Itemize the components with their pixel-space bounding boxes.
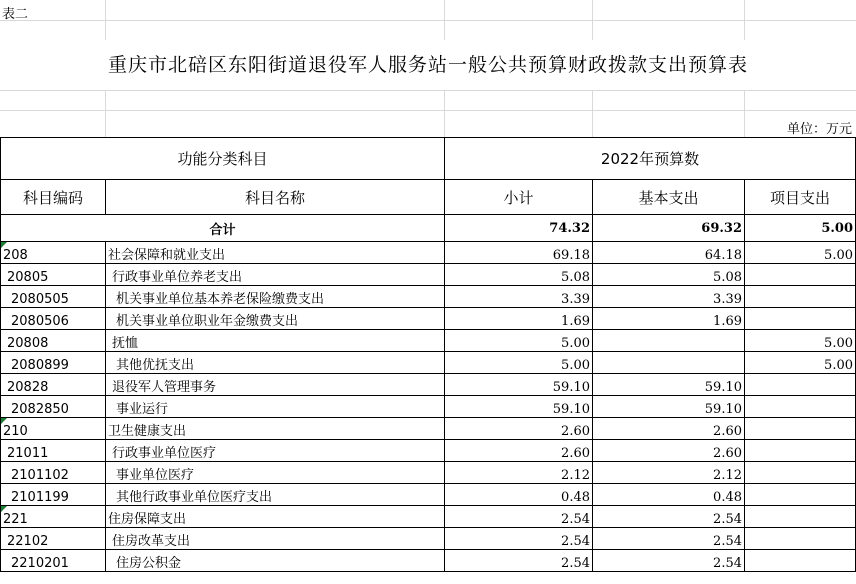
project-expense-cell[interactable]: 5.00 bbox=[745, 352, 856, 374]
table-row bbox=[1, 264, 856, 286]
name-cell[interactable]: 住房保障支出 bbox=[106, 506, 445, 528]
name-cell[interactable]: 退役军人管理事务 bbox=[106, 374, 445, 396]
project-expense-cell[interactable]: 5.00 bbox=[745, 330, 856, 352]
name-cell[interactable]: 机关事业单位职业年金缴费支出 bbox=[106, 308, 445, 330]
budget-year-header[interactable]: 2022年预算数 bbox=[445, 138, 856, 180]
project-expense-column-header[interactable]: 项目支出 bbox=[745, 180, 856, 215]
total-row bbox=[1, 215, 856, 242]
name-cell[interactable]: 行政事业单位养老支出 bbox=[106, 264, 445, 286]
table-row bbox=[1, 374, 856, 396]
gridline bbox=[0, 110, 856, 111]
project-expense-cell[interactable] bbox=[745, 462, 856, 484]
subtotal-cell[interactable]: 2.54 bbox=[445, 528, 593, 550]
table-row bbox=[1, 506, 856, 528]
code-cell[interactable]: 2101102 bbox=[1, 462, 106, 484]
name-cell[interactable]: 事业运行 bbox=[106, 396, 445, 418]
functional-classification-header[interactable]: 功能分类科目 bbox=[1, 138, 445, 180]
subtotal-cell[interactable]: 5.08 bbox=[445, 264, 593, 286]
table-row bbox=[1, 462, 856, 484]
basic-expense-cell[interactable] bbox=[593, 330, 745, 352]
project-expense-cell[interactable] bbox=[745, 440, 856, 462]
basic-expense-cell[interactable]: 59.10 bbox=[593, 374, 745, 396]
subtotal-cell[interactable]: 2.60 bbox=[445, 418, 593, 440]
table-row bbox=[1, 484, 856, 506]
code-cell[interactable]: 2101199 bbox=[1, 484, 106, 506]
code-cell[interactable]: 20805 bbox=[1, 264, 106, 286]
code-column-header[interactable]: 科目编码 bbox=[1, 180, 106, 215]
header-row-group bbox=[1, 138, 856, 180]
name-cell[interactable]: 其他行政事业单位医疗支出 bbox=[106, 484, 445, 506]
table-row bbox=[1, 242, 856, 264]
name-cell[interactable]: 住房公积金 bbox=[106, 550, 445, 572]
subtotal-cell[interactable]: 69.18 bbox=[445, 242, 593, 264]
name-cell[interactable]: 住房改革支出 bbox=[106, 528, 445, 550]
subtotal-cell[interactable]: 2.54 bbox=[445, 550, 593, 572]
page-title: 重庆市北碚区东阳街道退役军人服务站一般公共预算财政拨款支出预算表 bbox=[0, 40, 856, 90]
project-expense-cell[interactable] bbox=[745, 506, 856, 528]
project-expense-cell[interactable] bbox=[745, 396, 856, 418]
table-row bbox=[1, 308, 856, 330]
code-cell[interactable]: 2080505 bbox=[1, 286, 106, 308]
subtotal-cell[interactable]: 0.48 bbox=[445, 484, 593, 506]
gridline bbox=[0, 90, 856, 91]
unit-label: 单位：万元 bbox=[786, 122, 852, 137]
budget-table bbox=[0, 137, 856, 572]
subtotal-cell[interactable]: 59.10 bbox=[445, 374, 593, 396]
gridline bbox=[0, 20, 856, 21]
table-row bbox=[1, 528, 856, 550]
basic-expense-cell[interactable]: 2.12 bbox=[593, 462, 745, 484]
code-cell[interactable]: 208 bbox=[1, 242, 106, 264]
subtotal-cell[interactable]: 59.10 bbox=[445, 396, 593, 418]
table-row bbox=[1, 418, 856, 440]
project-expense-cell[interactable]: 5.00 bbox=[745, 242, 856, 264]
basic-expense-cell[interactable]: 1.69 bbox=[593, 308, 745, 330]
code-cell[interactable]: 2082850 bbox=[1, 396, 106, 418]
table-row bbox=[1, 330, 856, 352]
table-row bbox=[1, 550, 856, 572]
name-cell[interactable]: 抚恤 bbox=[106, 330, 445, 352]
table-row bbox=[1, 286, 856, 308]
total-basic-cell[interactable]: 69.32 bbox=[593, 215, 745, 242]
basic-expense-cell[interactable]: 59.10 bbox=[593, 396, 745, 418]
basic-expense-cell[interactable]: 5.08 bbox=[593, 264, 745, 286]
code-cell[interactable]: 2210201 bbox=[1, 550, 106, 572]
project-expense-cell[interactable] bbox=[745, 550, 856, 572]
header-row-columns bbox=[1, 180, 856, 215]
subtotal-cell[interactable]: 1.69 bbox=[445, 308, 593, 330]
basic-expense-cell[interactable]: 2.60 bbox=[593, 418, 745, 440]
basic-expense-cell[interactable]: 2.60 bbox=[593, 440, 745, 462]
subtotal-cell[interactable]: 2.12 bbox=[445, 462, 593, 484]
basic-expense-cell[interactable]: 64.18 bbox=[593, 242, 745, 264]
project-expense-cell[interactable] bbox=[745, 308, 856, 330]
name-cell[interactable]: 机关事业单位基本养老保险缴费支出 bbox=[106, 286, 445, 308]
name-cell[interactable]: 事业单位医疗 bbox=[106, 462, 445, 484]
subtotal-cell[interactable]: 2.60 bbox=[445, 440, 593, 462]
subtotal-cell[interactable]: 3.39 bbox=[445, 286, 593, 308]
basic-expense-cell[interactable]: 0.48 bbox=[593, 484, 745, 506]
subtotal-column-header[interactable]: 小计 bbox=[445, 180, 593, 215]
subtotal-cell[interactable]: 5.00 bbox=[445, 330, 593, 352]
basic-expense-column-header[interactable]: 基本支出 bbox=[593, 180, 745, 215]
code-cell[interactable]: 2080899 bbox=[1, 352, 106, 374]
name-cell[interactable]: 社会保障和就业支出 bbox=[106, 242, 445, 264]
basic-expense-cell[interactable] bbox=[593, 352, 745, 374]
code-cell[interactable]: 20828 bbox=[1, 374, 106, 396]
name-cell[interactable]: 其他优抚支出 bbox=[106, 352, 445, 374]
project-expense-cell[interactable] bbox=[745, 264, 856, 286]
table-row bbox=[1, 352, 856, 374]
project-expense-cell[interactable] bbox=[745, 286, 856, 308]
code-cell[interactable]: 22102 bbox=[1, 528, 106, 550]
table-row bbox=[1, 440, 856, 462]
subtotal-cell[interactable]: 2.54 bbox=[445, 506, 593, 528]
code-cell[interactable]: 20808 bbox=[1, 330, 106, 352]
code-cell[interactable]: 2080506 bbox=[1, 308, 106, 330]
table-caption: 表二 bbox=[2, 7, 29, 22]
table-row bbox=[1, 396, 856, 418]
total-subtotal-cell[interactable]: 74.32 bbox=[445, 215, 593, 242]
code-cell[interactable]: 221 bbox=[1, 506, 106, 528]
total-label[interactable]: 合计 bbox=[1, 215, 445, 242]
code-cell[interactable]: 21011 bbox=[1, 440, 106, 462]
subtotal-cell[interactable]: 5.00 bbox=[445, 352, 593, 374]
project-expense-cell[interactable] bbox=[745, 484, 856, 506]
name-cell[interactable]: 行政事业单位医疗 bbox=[106, 440, 445, 462]
name-cell[interactable]: 卫生健康支出 bbox=[106, 418, 445, 440]
basic-expense-cell[interactable]: 3.39 bbox=[593, 286, 745, 308]
basic-expense-cell[interactable]: 2.54 bbox=[593, 550, 745, 572]
name-column-header[interactable]: 科目名称 bbox=[106, 180, 445, 215]
project-expense-cell[interactable] bbox=[745, 528, 856, 550]
total-project-cell[interactable]: 5.00 bbox=[745, 215, 856, 242]
code-cell[interactable]: 210 bbox=[1, 418, 106, 440]
project-expense-cell[interactable] bbox=[745, 374, 856, 396]
basic-expense-cell[interactable]: 2.54 bbox=[593, 528, 745, 550]
basic-expense-cell[interactable]: 2.54 bbox=[593, 506, 745, 528]
project-expense-cell[interactable] bbox=[745, 418, 856, 440]
